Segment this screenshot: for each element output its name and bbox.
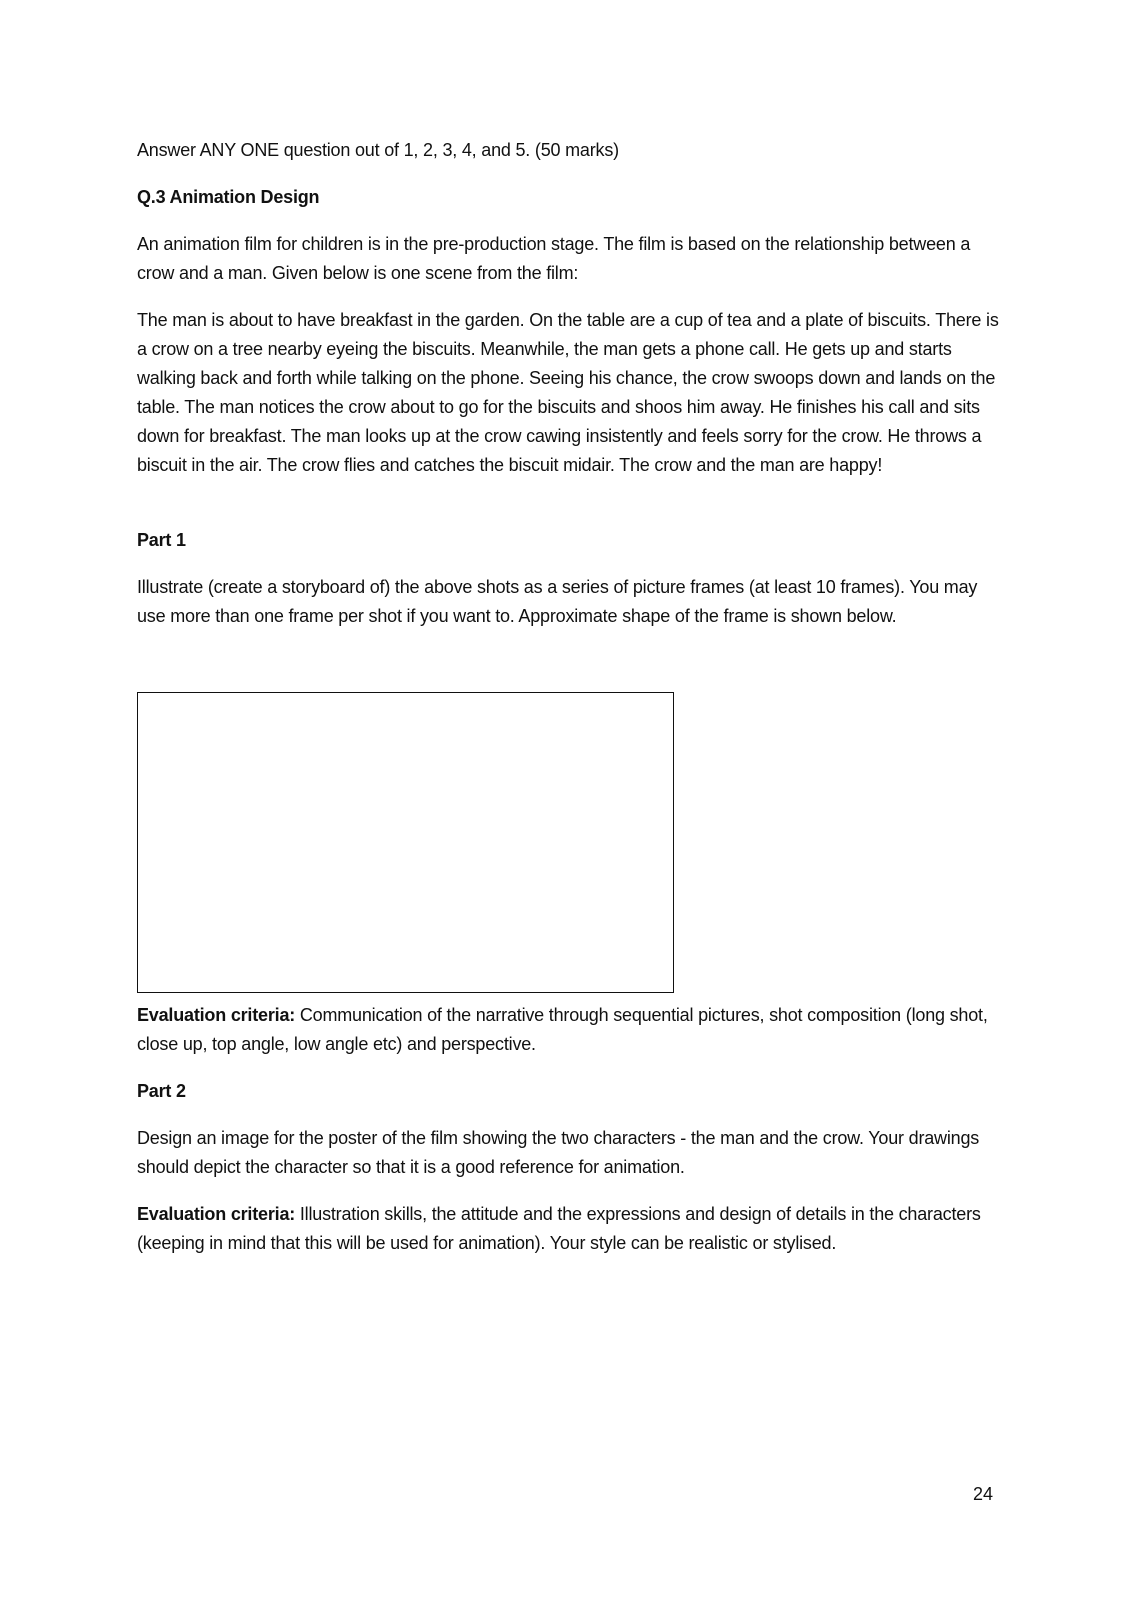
- part-2-criteria: [137, 1200, 1007, 1258]
- part-1-criteria-text: Communication of the narrative through sequential pictures, shot composition (long shot, close up, top angle, low angle etc) and perspective.: [137, 1005, 988, 1054]
- part-2-criteria-text: Illustration skills, the attitude and the expressions and design of details in the characters (keeping in mind that this will be used for animation). Your style can be realistic or stylised.: [137, 1204, 981, 1253]
- scene-description: The man is about to have breakfast in the garden. On the table are a cup of tea and a plate of biscuits. There is a crow on a tree nearby eyeing the biscuits. Meanwhile, the man gets a phone call. He gets up and starts walking back and forth while talking on the phone. Seeing his chance, the crow swoops down and lands on the table. The man notices the crow about to go for the biscuits and shoos him away. He finishes his call and sits down for breakfast. The man looks up at the crow cawing insistently and feels sorry for the crow. He throws a biscuit in the air. The crow flies and catches the biscuit midair. The crow and the man are happy!: [137, 310, 999, 475]
- part-2-description: Design an image for the poster of the film showing the two characters - the man and the crow. Your drawings should depict the character so that it is a good reference for animation.: [137, 1128, 980, 1177]
- part-1-criteria: [137, 1001, 1007, 1059]
- instructions-text: Answer ANY ONE question out of 1, 2, 3, 4, and 5. (50 marks): [137, 140, 619, 160]
- storyboard-frame-sample: [137, 692, 674, 993]
- page-number: 24: [973, 1484, 994, 1504]
- question-intro: An animation film for children is in the pre-production stage. The film is based on the relationship between a crow and a man. Given below is one scene from the film:: [137, 234, 971, 283]
- part-2-criteria-label: Evaluation criteria:: [137, 1204, 296, 1224]
- part-1-heading: Part 1: [137, 530, 186, 550]
- part-1-criteria-label: Evaluation criteria:: [137, 1005, 296, 1025]
- question-title: Q.3 Animation Design: [137, 187, 320, 207]
- part-2-heading: Part 2: [137, 1081, 186, 1101]
- part-1-description: Illustrate (create a storyboard of) the above shots as a series of picture frames (at least 10 frames). You may use more than one frame per shot if you want to. Approximate shape of the frame is shown below.: [137, 577, 978, 626]
